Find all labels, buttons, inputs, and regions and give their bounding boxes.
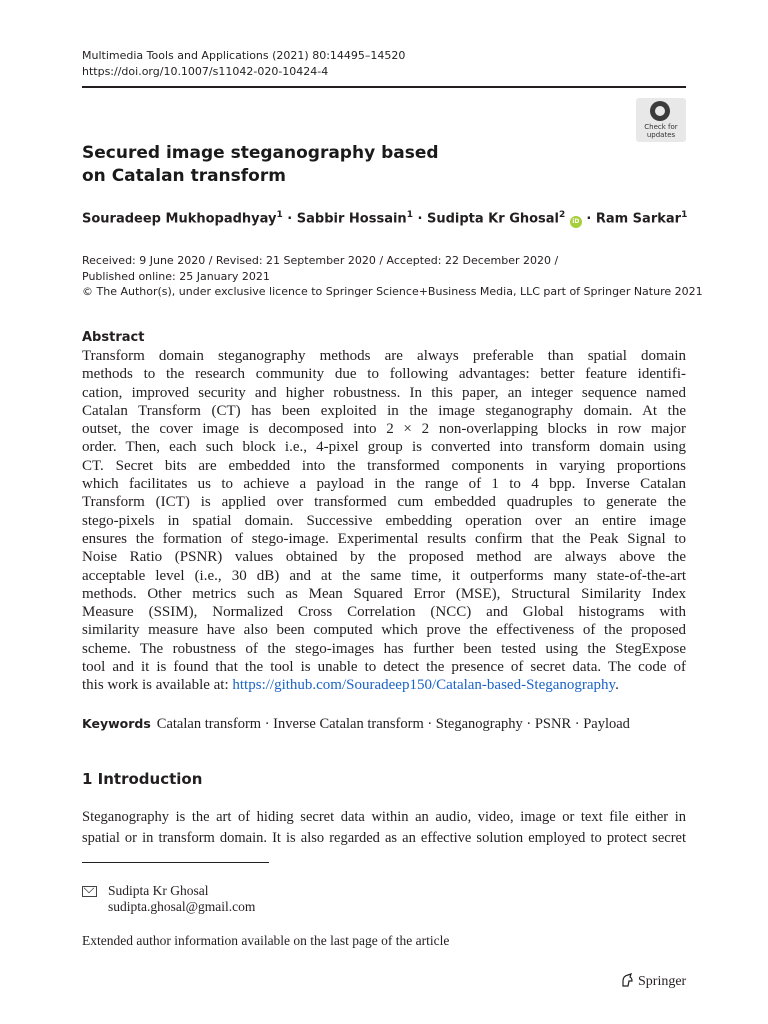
header-rule [82, 86, 686, 88]
section-heading-introduction: 1 Introduction [82, 770, 203, 788]
published-online: Published online: 25 January 2021 [82, 269, 270, 283]
orcid-icon[interactable]: iD [570, 216, 582, 228]
affiliation-mark: 2 [559, 210, 566, 220]
abstract-line: outset, the cover image is decomposed into 2 × 2 non-overlapping blocks in row major [82, 421, 686, 438]
author-name[interactable]: Sudipta Kr Ghosal [426, 211, 560, 227]
badge-label: Check for updates [644, 123, 678, 139]
corresponding-author-name: Sudipta Kr Ghosal [108, 883, 209, 898]
received-revised-accepted: Received: 9 June 2020 / Revised: 21 September 2020 / Accepted: 22 December 2020 / [82, 254, 559, 267]
paper-title: Secured image steganography based on Catalan transform [82, 143, 439, 186]
abstract-line: stego-pixels in spatial domain. Successive embedding operation over an entire image [82, 512, 686, 529]
abstract-line: scheme. The robustness of the stego-images has further been tested using the StegExpose [82, 640, 686, 657]
code-repository-link[interactable]: https://github.com/Souradeep150/Catalan-based-Steganography [232, 677, 616, 694]
check-for-updates-badge[interactable] [636, 98, 686, 142]
abstract-line: Transform (ICT) is applied over transformed cum embedded quadruples to generate the [82, 494, 686, 511]
intro-line: Steganography is the art of hiding secret data within an audio, video, image or text file either in [82, 809, 686, 825]
author-separator: · [417, 211, 423, 227]
abstract-line: order. Then, each such block i.e., 4-pixel group is converted into transform domain using [82, 439, 686, 456]
abstract-line: Measure (SSIM), Normalized Cross Correlation (NCC) and Global histograms with [82, 604, 686, 621]
corresponding-author [82, 883, 255, 915]
abstract-last-line: this work is available at: https://github.com/Souradeep150/Catalan-based-Steganography. [82, 677, 619, 694]
keywords [82, 716, 630, 733]
author-separator: · [586, 211, 592, 227]
abstract-line: CT. Secret bits are embedded into the transformed components in varying proportions [82, 457, 686, 474]
extended-author-info: Extended author information available on the last page of the article [82, 933, 450, 948]
copyright-notice: © The Author(s), under exclusive licence to Springer Science+Business Media, LLC part of Springer Nature 2021 [82, 285, 703, 298]
author-name[interactable]: Sabbir Hossain [296, 211, 407, 227]
journal-citation: Multimedia Tools and Applications (2021) 80:14495–14520 [82, 49, 406, 62]
doi-link[interactable]: https://doi.org/10.1007/s11042-020-10424-4 [82, 65, 329, 78]
springer-logo [620, 973, 686, 990]
envelope-icon [82, 886, 97, 897]
author-separator: · [287, 211, 293, 227]
abstract-line: tool and it is found that the tool is unable to detect the presence of secret data. The code of [82, 659, 686, 676]
affiliation-mark: 1 [276, 210, 283, 220]
footnote-rule [82, 862, 269, 863]
abstract-line: Catalan Transform (CT) has been exploited in the image steganography domain. At the [82, 402, 686, 419]
abstract-line: Noise Ratio (PSNR) values obtained by the proposed method are always above the [82, 549, 686, 566]
author-name[interactable]: Souradeep Mukhopadhyay [82, 211, 277, 227]
affiliation-mark: 1 [681, 210, 688, 220]
publisher-name: Springer [638, 974, 687, 989]
author-list [82, 210, 687, 228]
crossmark-icon [650, 101, 670, 121]
corresponding-author-email[interactable]: sudipta.ghosal@gmail.com [108, 899, 256, 914]
abstract-line: cation, improved security and higher robustness. In this paper, an integer sequence named [82, 384, 686, 401]
introduction-body [82, 807, 686, 848]
affiliation-mark: 1 [406, 210, 413, 220]
abstract-body [82, 347, 686, 695]
abstract-heading: Abstract [82, 330, 145, 345]
abstract-line: Transform domain steganography methods are always preferable than spatial domain [82, 348, 686, 364]
abstract-line: similarity measure have also been computed which prove the effectiveness of the proposed [82, 622, 686, 639]
abstract-line: ensures the formation of stego-image. Experimental results confirm that the Peak Signal to [82, 530, 686, 547]
abstract-line: acceptable level (i.e., 30 dB) and at the same time, it outperforms many state-of-the-art [82, 567, 686, 584]
author-name[interactable]: Ram Sarkar [595, 211, 682, 227]
abstract-line: which facilitates us to achieve a payload in the range of 1 to 4 bpp. Inverse Catalan [82, 476, 686, 493]
springer-horse-icon [620, 973, 634, 987]
journal-info [82, 48, 405, 80]
keywords-list: Catalan transform · Inverse Catalan transform · Steganography · PSNR · Payload [156, 716, 630, 732]
publication-dates [82, 253, 703, 300]
intro-line: spatial or in transform domain. It is also regarded as an effective solution employed to protect secret [82, 829, 686, 846]
abstract-line: methods. Other metrics such as Mean Squared Error (MSE), Structural Similarity Index [82, 585, 686, 602]
abstract-line: methods to the research community due to following advantages: better feature identifi- [82, 366, 686, 383]
keywords-heading: Keywords [82, 716, 151, 731]
